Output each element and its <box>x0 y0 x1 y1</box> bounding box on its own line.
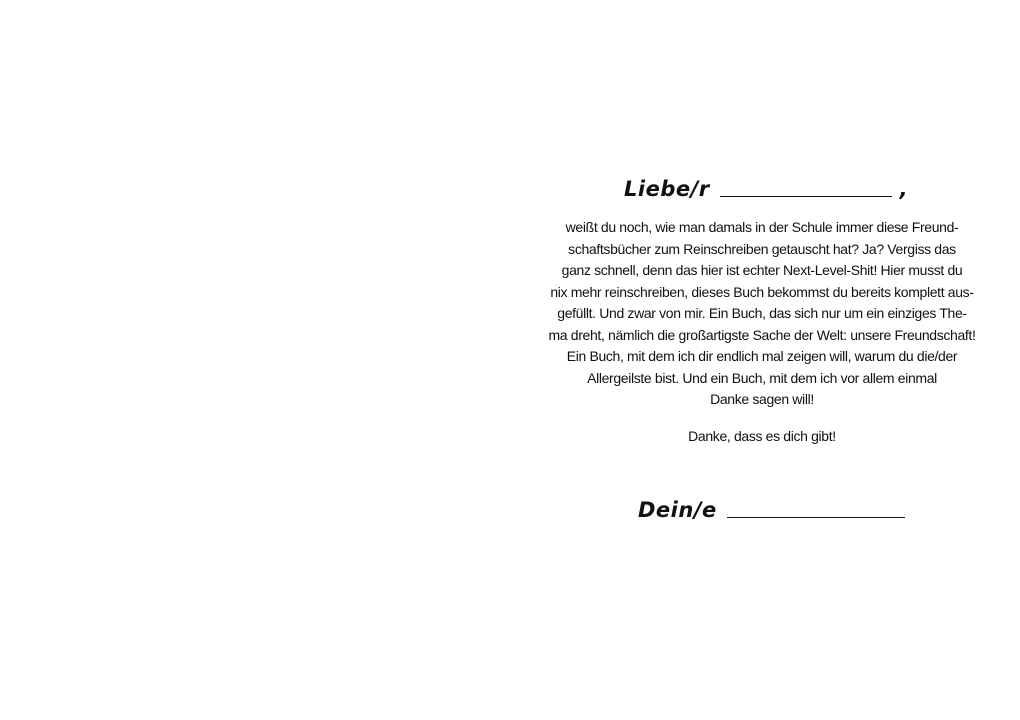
recipient-name-blank <box>720 196 892 197</box>
greeting-line <box>624 164 908 200</box>
letter-line: gefüllt. Und zwar von mir. Ein Buch, das sich nur um ein einziges The- <box>557 305 967 321</box>
letter-line: Allergeilste bist. Und ein Buch, mit dem ich vor allem einmal <box>587 369 937 386</box>
letter-line: nix mehr reinschreiben, dieses Buch bekommst du bereits komplett aus- <box>550 283 974 300</box>
letter-line: ma dreht, nämlich die großartigste Sache der Welt: unsere Freundschaft! <box>548 326 976 343</box>
sender-name-blank <box>727 517 905 518</box>
greeting-comma: , <box>899 177 908 201</box>
letter-line: ganz schnell, denn das hier ist echter Next-Level-Shit! Hier musst du <box>561 262 963 278</box>
letter-line: schaftsbücher zum Reinschreiben getauscht hat? Ja? Vergiss das <box>568 240 956 257</box>
greeting-label: Liebe/r <box>624 177 710 201</box>
letter-closing: Danke, dass es dich gibt! <box>688 428 836 444</box>
letter-line: weißt du noch, wie man damals in der Schule immer diese Freund- <box>565 219 959 235</box>
letter-line: Ein Buch, mit dem ich dir endlich mal zeigen will, warum du die/der <box>566 348 958 364</box>
signoff-line <box>638 489 905 521</box>
signoff-label: Dein/e <box>638 498 717 522</box>
letter-body <box>548 217 976 411</box>
letter-line: Danke sagen will! <box>710 391 814 407</box>
